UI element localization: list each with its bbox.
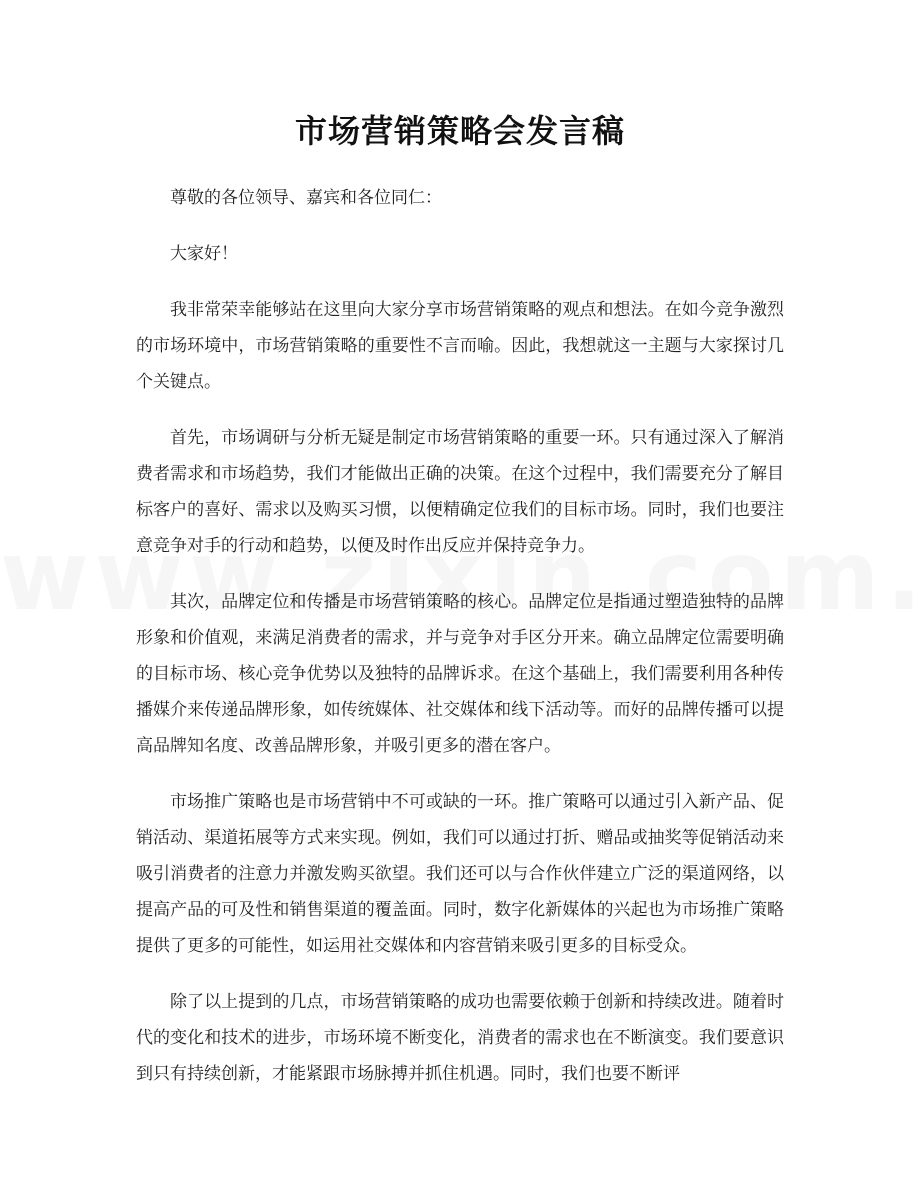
document-body <box>136 180 784 1112</box>
document-title: 市场营销策略会发言稿 <box>294 112 625 150</box>
innovation-paragraph: 除了以上提到的几点，市场营销策略的成功也需要依赖于创新和持续改进。随着时代的变化和技术的进步，市场环境不断变化，消费者的需求也在不断演变。我们要意识到只有持续创新，才能紧跟市场脉搏并抓住机遇。同时，我们也要不断评 <box>136 992 784 1084</box>
intro-paragraph: 我非常荣幸能够站在这里向大家分享市场营销策略的观点和想法。在如今竞争激烈的市场环境中，市场营销策略的重要性不言而喻。因此，我想就这一主题与大家探讨几个关键点。 <box>136 300 784 392</box>
branding-paragraph: 其次，品牌定位和传播是市场营销策略的核心。品牌定位是指通过塑造独特的品牌形象和价值观，来满足消费者的需求，并与竞争对手区分开来。确立品牌定位需要明确的目标市场、核心竞争优势以及独特的品牌诉求。在这个基础上，我们需要利用各种传播媒介来传递品牌形象，如传统媒体、社交媒体和线下活动等。而好的品牌传播可以提高品牌知名度、改善品牌形象，并吸引更多的潜在客户。 <box>136 592 784 756</box>
greeting-paragraph: 大家好！ <box>170 244 238 264</box>
salutation-paragraph: 尊敬的各位领导、嘉宾和各位同仁： <box>170 188 442 208</box>
research-paragraph: 首先，市场调研与分析无疑是制定市场营销策略的重要一环。只有通过深入了解消费者需求和市场趋势，我们才能做出正确的决策。在这个过程中，我们需要充分了解目标客户的喜好、需求以及购买习惯，以便精确定位我们的目标市场。同时，我们也要注意竞争对手的行动和趋势，以便及时作出反应并保持竞争力。 <box>136 428 784 556</box>
promotion-paragraph: 市场推广策略也是市场营销中不可或缺的一环。推广策略可以通过引入新产品、促销活动、渠道拓展等方式来实现。例如，我们可以通过打折、赠品或抽奖等促销活动来吸引消费者的注意力并激发购买欲望。我们还可以与合作伙伴建立广泛的渠道网络，以提高产品的可及性和销售渠道的覆盖面。同时，数字化新媒体的兴起也为市场推广策略提供了更多的可能性，如运用社交媒体和内容营销来吸引更多的目标受众。 <box>136 792 784 956</box>
